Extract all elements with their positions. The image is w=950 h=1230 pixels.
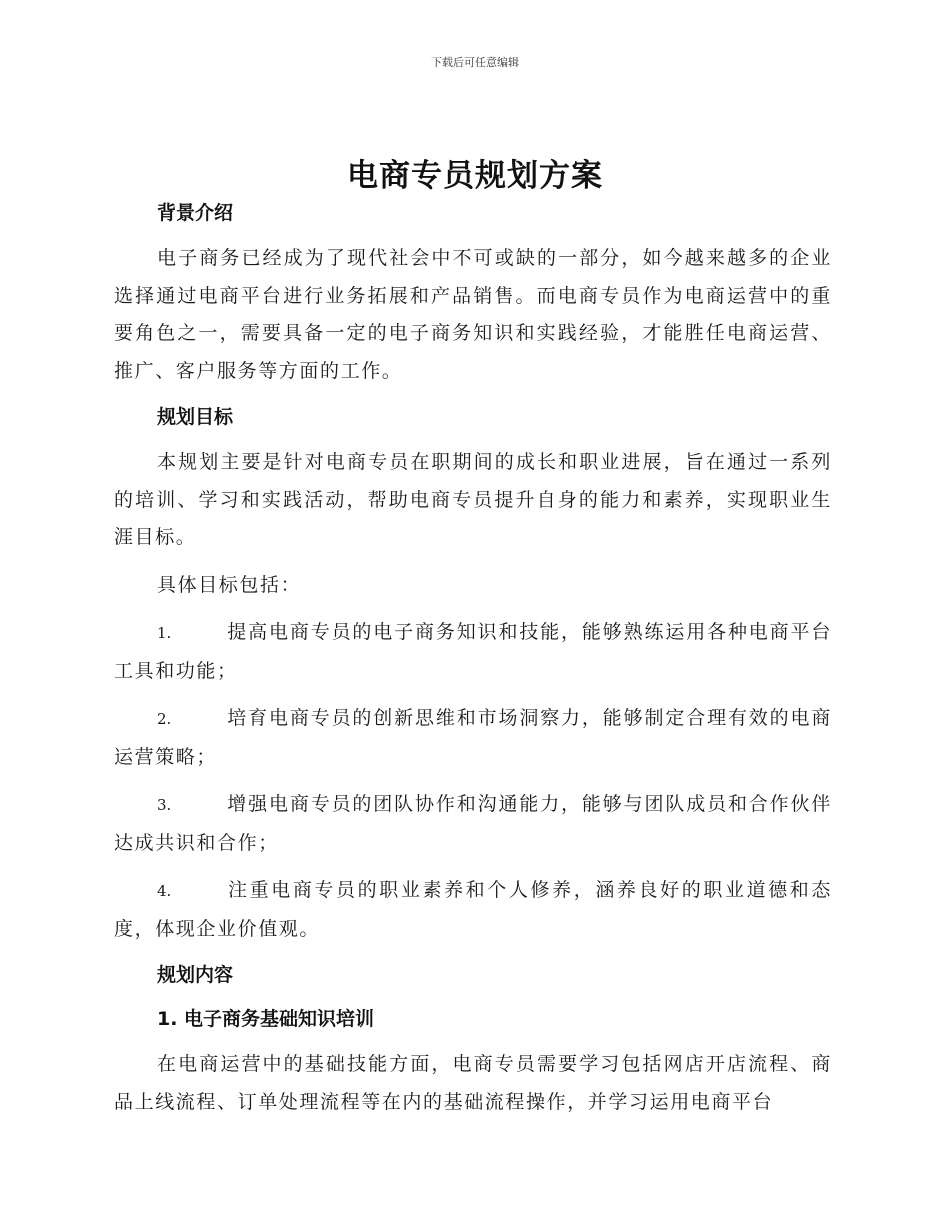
list-text: 注重电商专员的职业素养和个人修养，涵养良好的职业道德和态度，体现企业价值观。 <box>114 879 832 940</box>
goal-item-2 <box>114 700 832 776</box>
list-number: 3. <box>157 796 172 814</box>
section-heading-content: 规划内容 <box>157 964 234 986</box>
goals-intro: 具体目标包括： <box>157 573 302 596</box>
header-note: 下载后可任意编辑 <box>431 56 519 69</box>
background-paragraph: 电子商务已经成为了现代社会中不可或缺的一部分，如今越来越多的企业选择通过电商平台进行业务拓展和产品销售。而电商专员作为电商运营中的重要角色之一，需要具备一定的电子商务知识和实践经验，才能胜任电商运营、推广、客户服务等方面的工作。 <box>114 247 832 382</box>
list-number: 4. <box>157 882 172 900</box>
list-number: 2. <box>157 710 172 728</box>
goal-item-1 <box>114 614 832 690</box>
list-text: 培育电商专员的创新思维和市场洞察力，能够制定合理有效的电商运营策略； <box>114 707 832 768</box>
subsection-heading-ecommerce-basics: 1. 电子商务基础知识培训 <box>157 1008 375 1030</box>
list-text: 增强电商专员的团队协作和沟通能力，能够与团队成员和合作伙伴达成共识和合作； <box>114 793 832 854</box>
content-paragraph: 在电商运营中的基础技能方面，电商专员需要学习包括网店开店流程、商品上线流程、订单处理流程等在内的基础流程操作，并学习运用电商平台 <box>114 1053 832 1113</box>
goal-item-4 <box>114 872 832 948</box>
goal-item-3 <box>114 786 832 862</box>
section-heading-goals: 规划目标 <box>157 406 234 428</box>
list-text: 提高电商专员的电子商务知识和技能，能够熟练运用各种电商平台工具和功能； <box>114 621 832 682</box>
list-number: 1. <box>157 624 172 642</box>
section-heading-background: 背景介绍 <box>157 202 234 224</box>
goals-paragraph: 本规划主要是针对电商专员在职期间的成长和职业进展，旨在通过一系列的培训、学习和实践活动，帮助电商专员提升自身的能力和素养，实现职业生涯目标。 <box>114 451 832 548</box>
document-body <box>114 196 832 1131</box>
document-title: 电商专员规划方案 <box>347 158 603 194</box>
